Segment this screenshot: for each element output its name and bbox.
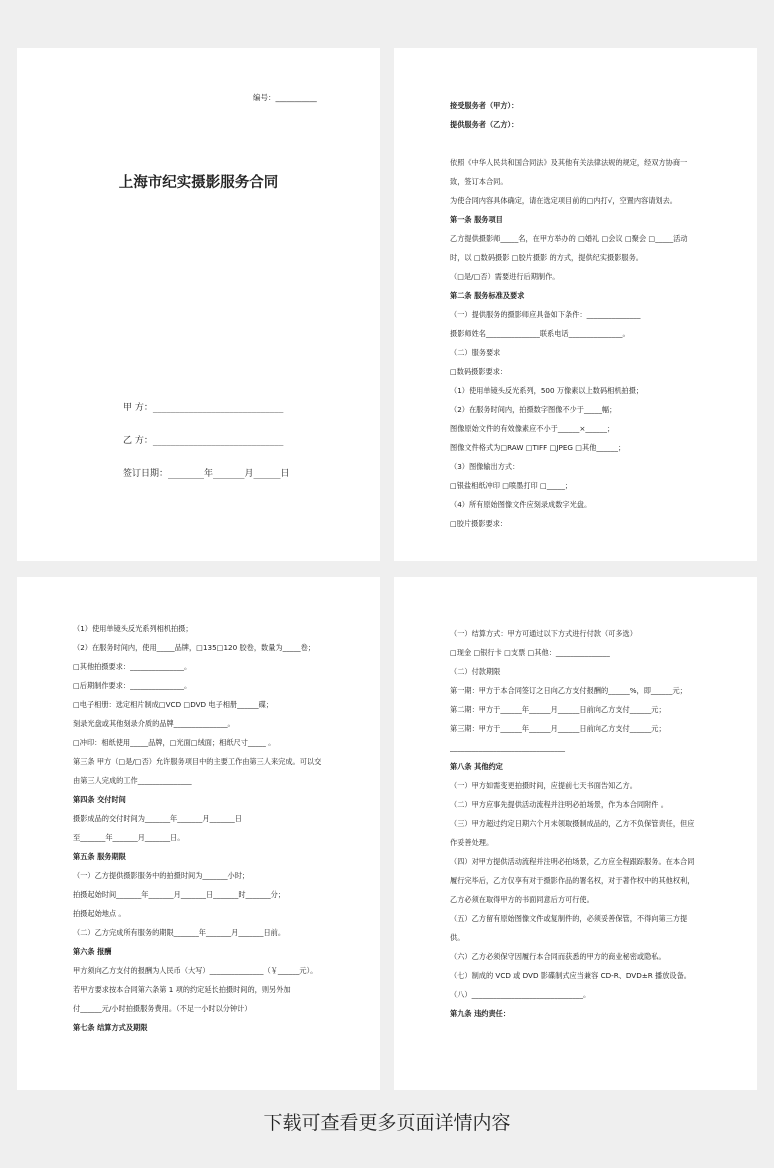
text-line: □数码摄影要求： <box>450 367 508 376</box>
text-line: （二）乙方完成所有服务的期限_______年_______月_______日前。 <box>73 928 286 937</box>
text-line: 第一期：甲方于本合同签订之日向乙方支付报酬的______%，即______元； <box>450 686 687 695</box>
text-line: 第三条 甲方（□是/□否）允许服务项目中的主要工作由第三人来完成。可以交 <box>73 757 322 766</box>
text-line: 依照《中华人民共和国合同法》及其他有关法律法规的规定，经双方协商一 <box>450 158 688 167</box>
text-line: （一）提供服务的摄影师应具备如下条件：_______________ <box>450 310 641 319</box>
text-line: （二）服务要求 <box>450 348 501 357</box>
text-line: □现金 □银行卡 □支票 □其他：_______________ <box>450 648 610 657</box>
text-line: 甲方须向乙方支付的报酬为人民币（大写）_______________（￥______元）。 <box>73 966 318 975</box>
page-2 <box>394 48 757 561</box>
party-b-line: 乙 方：_____________________________ <box>123 436 284 446</box>
page-3 <box>17 577 380 1090</box>
page-4-body <box>450 624 730 1023</box>
page-2-body <box>450 96 730 533</box>
text-line: （2）在服务时间内，使用_____品牌，□135□120 胶卷，数量为_____卷； <box>73 643 315 652</box>
text-line: 致，签订本合同。 <box>450 177 508 186</box>
text-line: 第三期：甲方于______年______月______日前向乙方支付______元； <box>450 724 666 733</box>
text-line: □后期制作要求：_______________。 <box>73 681 192 690</box>
text-line: （五）乙方留有原始图像文件或复制件的，必须妥善保管，不得向第三方提 <box>450 914 688 923</box>
text-line: 拍摄起始地点 。 <box>73 909 126 918</box>
text-line: 由第三人完成的工作_______________ <box>73 776 192 785</box>
text-line: 若甲方要求按本合同第六条第 1 项的约定延长拍摄时间的，则另外加 <box>73 985 291 994</box>
text-line: 至_______年_______月_______日。 <box>73 833 185 842</box>
text-line: 付______元/小时拍摄服务费用。（不足一小时以分钟计） <box>73 1004 252 1013</box>
text-line: □冲印：相纸使用_____品牌，□光面□绒面；相纸尺寸_____ 。 <box>73 738 276 747</box>
page-cover <box>17 48 380 561</box>
text-line: 供。 <box>450 933 465 942</box>
text-line: □其他拍摄要求：_______________。 <box>73 662 192 671</box>
text-line: □银盐相纸冲印 □喷墨打印 □_____； <box>450 481 572 490</box>
text-line: 摄影师姓名_______________联系电话_______________。 <box>450 329 630 338</box>
section-heading: 接受服务者（甲方）： <box>450 101 519 110</box>
text-line: 履行完毕后，乙方仅享有对于摄影作品的署名权，对于著作权中的其他权利， <box>450 876 695 885</box>
page-4 <box>394 577 757 1090</box>
text-line: （八）_______________________________。 <box>450 990 591 999</box>
text-line: 图像原始文件的有效像素应不小于______×______； <box>450 424 615 433</box>
sign-date-line: 签订日期：________年_______月______日 <box>123 469 290 479</box>
text-line: （2）在服务时间内，拍摄数字图像不少于_____幅； <box>450 405 617 414</box>
text-line: 图像文件格式为□RAW □TIFF □JPEG □其他______； <box>450 443 626 452</box>
text-line: 刻录光盘或其他刻录介质的品牌_______________。 <box>73 719 235 728</box>
text-line: （1）使用单镜头反光系列相机拍摄； <box>73 624 193 633</box>
text-line: 乙方必须在取得甲方的书面同意后方可行使。 <box>450 895 594 904</box>
footer-caption: 下载可查看更多页面详情内容 <box>263 1112 511 1134</box>
text-line: （六）乙方必须保守因履行本合同而获悉的甲方的商业秘密或隐私。 <box>450 952 666 961</box>
text-line: □胶片摄影要求： <box>450 519 508 528</box>
text-line: □电子相册：选定相片制成□VCD □DVD 电子相册______碟； <box>73 700 274 709</box>
text-line: （一）乙方提供摄影服务中的拍摄时间为_______小时； <box>73 871 250 880</box>
section-heading: 提供服务者（乙方）： <box>450 120 519 129</box>
text-line: 作妥善处理。 <box>450 838 494 847</box>
text-line: （七）制成的 VCD 或 DVD 影碟制式应当兼容 CD-R、DVD±R 播放设备。 <box>450 971 691 980</box>
text-line: （一）结算方式：甲方可通过以下方式进行付款（可多选） <box>450 629 637 638</box>
section-heading: 第九条 违约责任： <box>450 1009 511 1018</box>
text-line: ________________________________ <box>450 743 565 752</box>
text-line: 为使合同内容具体确定，请在选定项目前的□内打√，空置内容请划去。 <box>450 196 677 205</box>
contract-number-label: 编号：___________ <box>253 93 317 102</box>
text-line: （1）使用单镜头反光系列，500 万像素以上数码相机拍摄； <box>450 386 644 395</box>
text-line: （四）对甲方提供活动流程并注明必拍场景，乙方应全程跟踪服务。在本合同 <box>450 857 695 866</box>
section-heading: 第二条 服务标准及要求 <box>450 291 525 300</box>
text-line: 时，以 □数码摄影 □胶片摄影 的方式，提供纪实摄影服务。 <box>450 253 643 262</box>
section-heading: 第七条 结算方式及期限 <box>73 1023 148 1032</box>
text-line: 乙方提供摄影师_____名，在甲方举办的 □婚礼 □会议 □聚会 □_____活动 <box>450 234 688 243</box>
text-line: （二）甲方应事先提供活动流程并注明必拍场景，作为本合同附件 。 <box>450 800 668 809</box>
section-heading: 第五条 服务期限 <box>73 852 126 861</box>
page-3-body <box>73 619 353 1037</box>
text-line: （二）付款期限 <box>450 667 501 676</box>
text-line: （3）图像输出方式： <box>450 462 520 471</box>
contract-title: 上海市纪实摄影服务合同 <box>118 175 279 191</box>
text-line: （□是/□否）需要进行后期制作。 <box>450 272 560 281</box>
text-line: 摄影成品的交付时间为_______年_______月_______日 <box>73 814 242 823</box>
text-line: （一）甲方如需变更拍摄时间，应提前七天书面告知乙方。 <box>450 781 637 790</box>
section-heading: 第八条 其他约定 <box>450 762 503 771</box>
section-heading: 第六条 报酬 <box>73 947 112 956</box>
text-line: 第二期：甲方于______年______月______日前向乙方支付______元； <box>450 705 666 714</box>
party-a-line: 甲 方：_____________________________ <box>123 403 284 413</box>
section-heading: 第一条 服务项目 <box>450 215 503 224</box>
section-heading: 第四条 交付时间 <box>73 795 126 804</box>
text-line: （三）甲方超过约定日期六个月未领取摄制成品的，乙方不负保管责任，但应 <box>450 819 695 828</box>
text-line: 拍摄起始时间_______年_______月_______日_______时_______分； <box>73 890 286 899</box>
text-line <box>450 134 730 153</box>
text-line: （4）所有原始图像文件应刻录成数字光盘。 <box>450 500 592 509</box>
